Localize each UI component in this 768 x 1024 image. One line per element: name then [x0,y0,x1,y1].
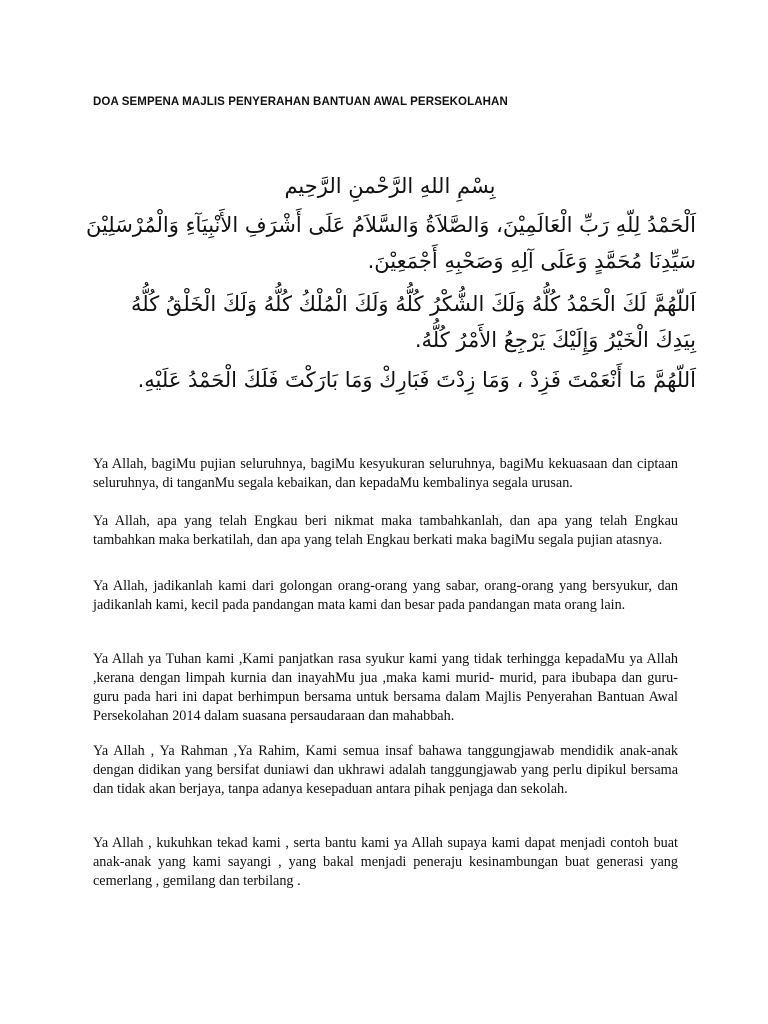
paragraph-6: Ya Allah , kukuhkan tekad kami , serta bantu kami ya Allah supaya kami dapat menjadi contoh buat anak-anak yang kami sayangi , yang bakal menjadi peneraju kesinambungan buat generasi yang cemerlang , gemilang dan terbilang . [93,835,678,889]
paragraph-2: Ya Allah, apa yang telah Engkau beri nikmat maka tambahkanlah, dan apa yang telah Engkau tambahkan maka berkatilah, dan apa yang telah Engkau berkati maka bagiMu segala pujian atasnya. [93,513,678,548]
paragraph-5: Ya Allah , Ya Rahman ,Ya Rahim, Kami semua insaf bahawa tanggungjawab mendidik anak-anak dengan didikan yang bersifat duniawi dan ukhrawi adalah tanggungjawab yang perlu dipikul bersama dan tidak akan berjaya, tanpa adanya kesepaduan antara pihak penjaga dan sekolah. [93,743,678,797]
arabic-line-3: اَللّهُمَّ مَا أَنْعَمْتَ فَزِدْ ، وَمَا زِدْتَ فَبَارِكْ وَمَا بَارَكْتَ فَلَكَ الْحَمْدُ عَلَيْهِ. [137,368,696,392]
document-title: DOA SEMPENA MAJLIS PENYERAHAN BANTUAN AWAL PERSEKOLAHAN [93,96,508,108]
paragraph-3: Ya Allah, jadikanlah kami dari golongan orang-orang yang sabar, orang-orang yang bersyukur, dan jadikanlah kami, kecil pada pandangan mata kami dan besar pada pandangan mata orang lain. [93,578,678,613]
arabic-line-1: اَلْحَمْدُ لِلّهِ رَبِّ الْعَالَمِيْنَ، وَالصَّلاَةُ وَالسَّلاَمُ عَلَى أَشْرَفِ الأَنْبِيَآءِ وَالْمُرْسَلِيْنَ سَيِّدِنَا مُحَمَّدٍ وَعَلَى آلِهِ وَصَحْبِهِ أَجْمَعِيْنَ. [85,213,696,273]
arabic-basmala: بِسْمِ اللهِ الرَّحْمنِ الرَّحِيم [284,174,496,198]
paragraph-1: Ya Allah, bagiMu pujian seluruhnya, bagiMu kesyukuran seluruhnya, bagiMu kekuasaan dan ciptaan seluruhnya, di tanganMu segala kebaikan, dan kepadaMu kembalinya segala urusan. [93,456,678,491]
arabic-line-2: اَللّهُمَّ لَكَ الْحَمْدُ كُلُّهُ وَلَكَ الشُّكْرُ كُلُّهُ وَلَكَ الْمُلْكُ كُلُّهُ وَلَكَ الْخَلْقُ كُلُّهُ بِيَدِكَ الْخَيْرُ وَإِلَيْكَ يَرْجِعُ الأَمْرُ كُلُّهُ. [131,292,696,352]
paragraph-4: Ya Allah ya Tuhan kami ,Kami panjatkan rasa syukur kami yang tidak terhingga kepadaMu ya Allah ,kerana dengan limpah kurnia dan inayahMu jua ,maka kami murid- murid, para ibubapa dan guru-guru pada hari ini dapat berhimpun bersama untuk bersama dalam Majlis Penyerahan Bantuan Awal Persekolahan 2014 dalam suasana persaudaraan dan mahabbah. [93,651,678,724]
